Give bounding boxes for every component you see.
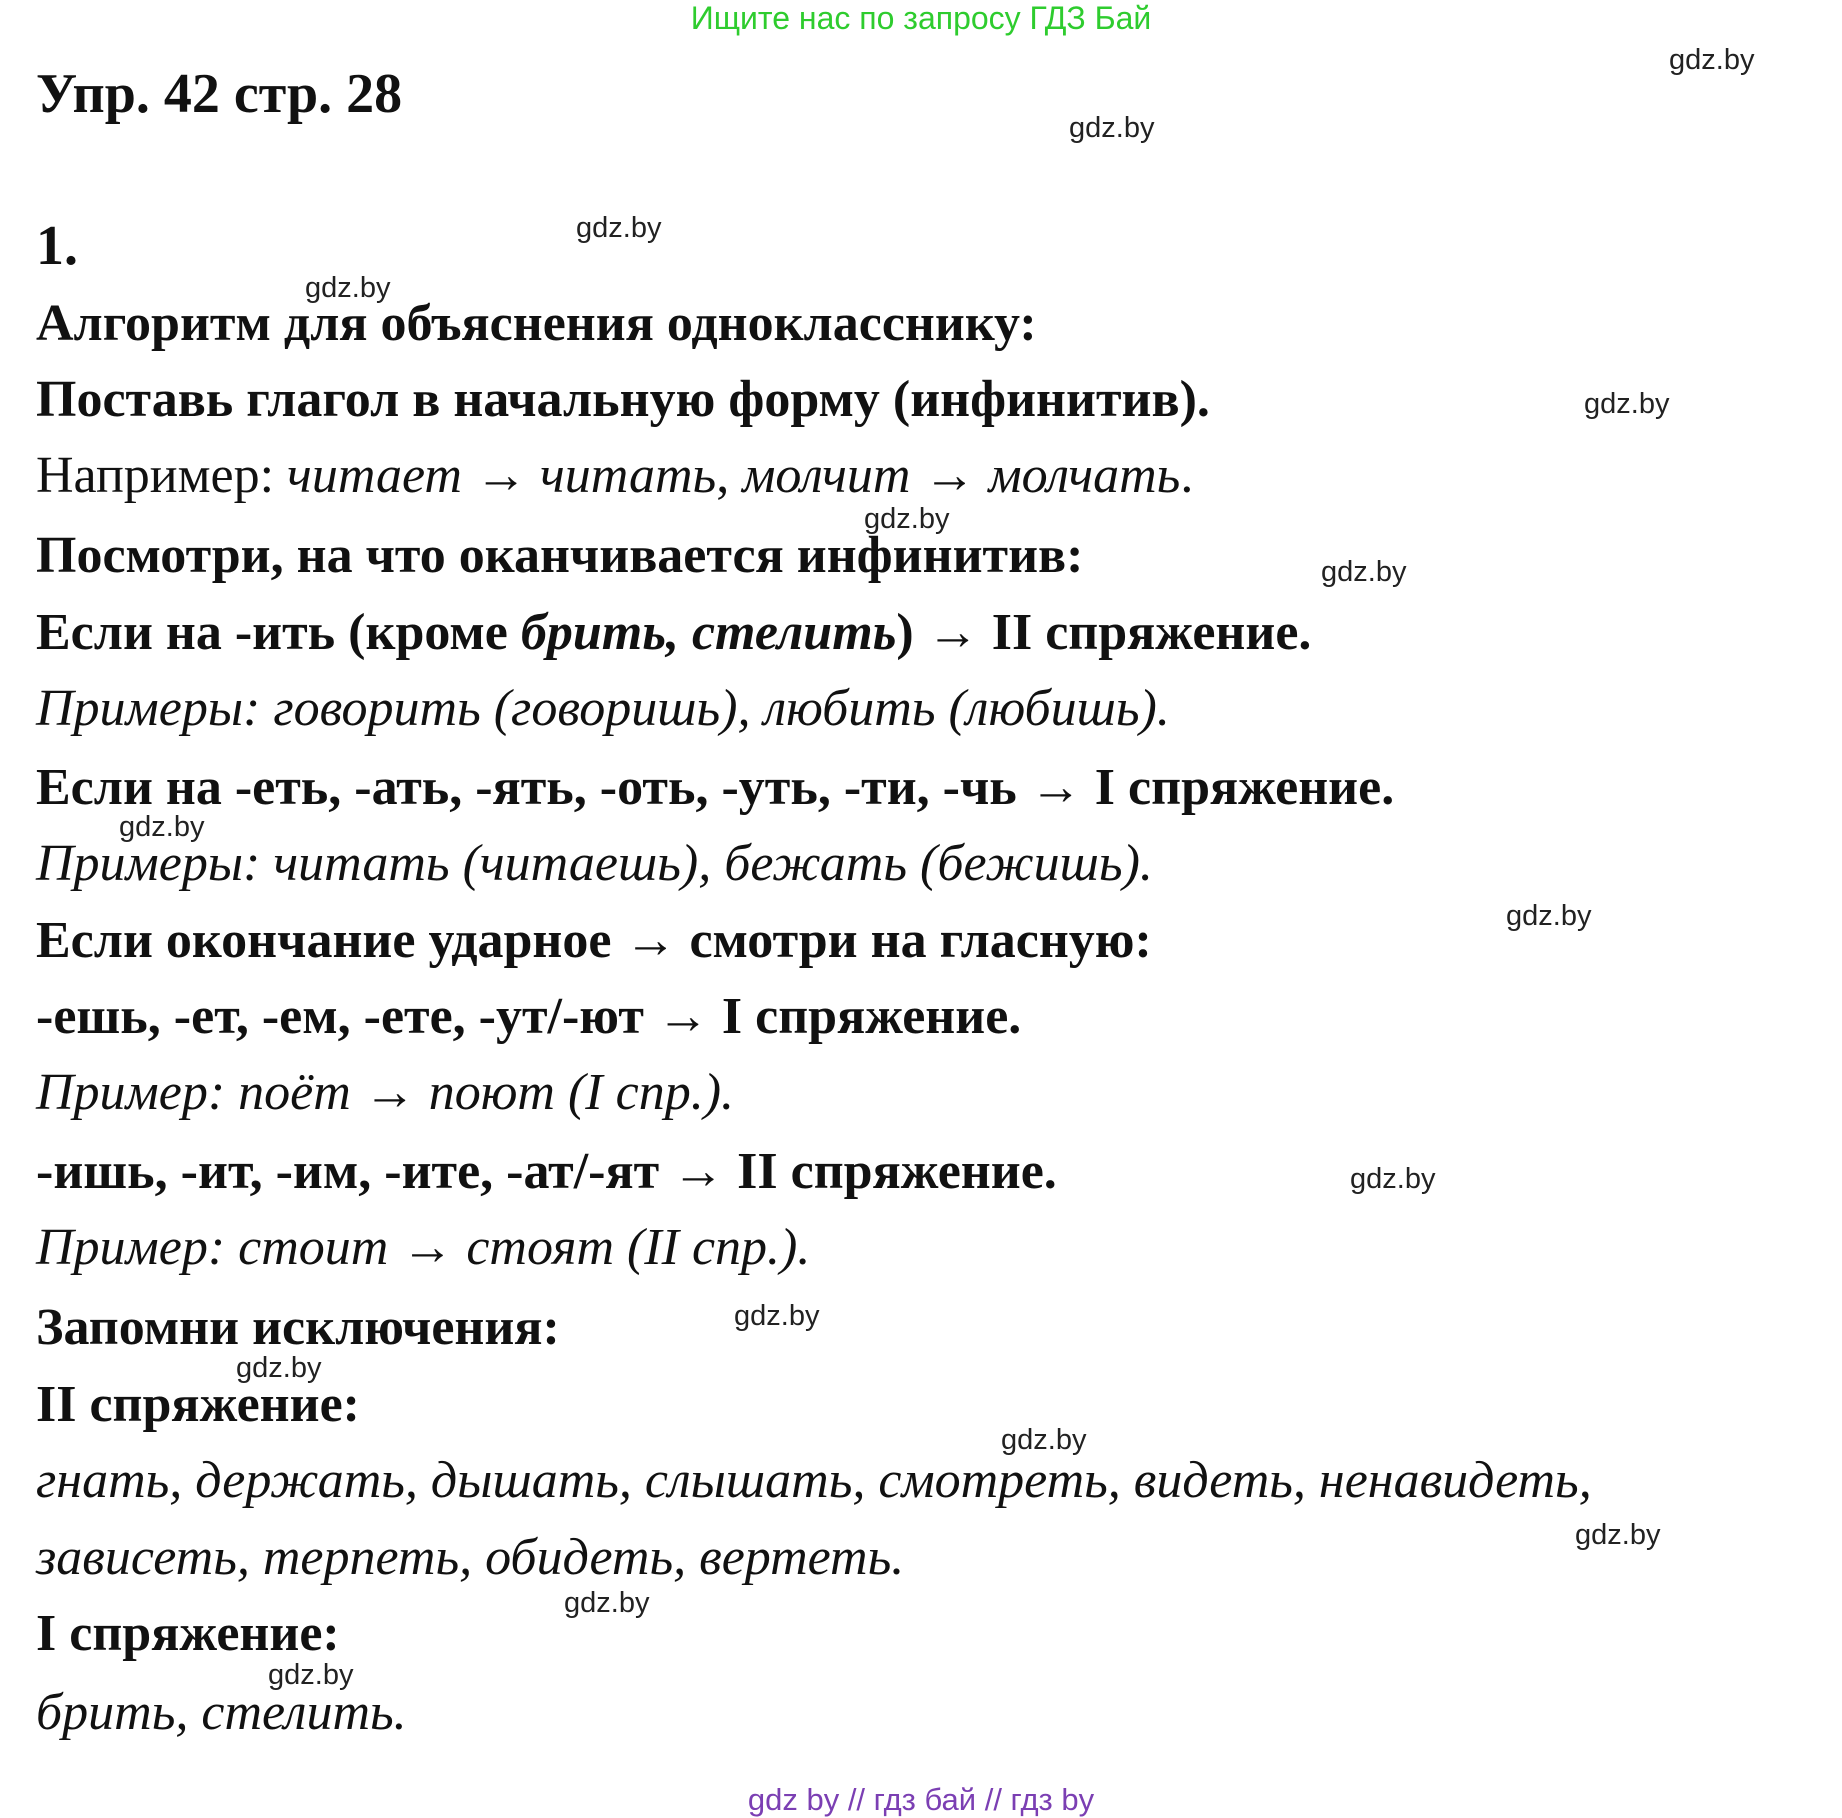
text-line bbox=[36, 1218, 810, 1278]
text-segment: . bbox=[1180, 447, 1194, 504]
text-line bbox=[36, 1063, 734, 1123]
text-segment: брить, стелить bbox=[520, 604, 897, 661]
exercise-number: 1. bbox=[36, 215, 78, 277]
watermark: gdz.by bbox=[564, 1587, 650, 1619]
text-line bbox=[36, 1604, 340, 1664]
watermark: gdz.by bbox=[864, 503, 950, 535]
watermark: gdz.by bbox=[1001, 1424, 1087, 1456]
text-segment: , bbox=[716, 447, 743, 504]
text-line bbox=[36, 679, 1170, 739]
text-segment: -ешь, -ет, -ем, -ете, -ут/-ют → I спряжение. bbox=[36, 988, 1022, 1045]
text-line bbox=[36, 1375, 360, 1435]
text-segment: Примеры: читать (читаешь), бежать (бежишь). bbox=[36, 835, 1153, 892]
text-segment: Если на -еть, -ать, -ять, -оть, -уть, -ти, -чь → I спряжение. bbox=[36, 759, 1395, 816]
watermark: gdz.by bbox=[1506, 900, 1592, 932]
text-segment: Посмотри, на что оканчивается инфинитив: bbox=[36, 527, 1084, 584]
watermark: gdz.by bbox=[236, 1352, 322, 1384]
text-line bbox=[36, 294, 1037, 354]
watermark: gdz.by bbox=[1069, 112, 1155, 144]
text-segment: Алгоритм для объяснения однокласснику: bbox=[36, 295, 1037, 352]
text-segment: Пример: поёт → поют (I спр.). bbox=[36, 1064, 735, 1121]
text-segment: I спряжение: bbox=[36, 1605, 340, 1662]
watermark: gdz.by bbox=[1584, 388, 1670, 420]
text-line bbox=[36, 526, 1083, 586]
text-segment: Запомни исключения: bbox=[36, 1299, 560, 1356]
text-line bbox=[36, 911, 1152, 971]
text-line bbox=[36, 1451, 1592, 1511]
watermark: gdz.by bbox=[1321, 556, 1407, 588]
text-segment: Пример: стоит → стоят (II спр.). bbox=[36, 1219, 811, 1276]
text-line bbox=[36, 758, 1394, 818]
text-segment: II спряжение: bbox=[36, 1376, 360, 1433]
text-line bbox=[36, 1298, 560, 1358]
text-segment: Поставь глагол в начальную форму (инфинитив). bbox=[36, 371, 1210, 428]
text-segment: ) → II спряжение. bbox=[896, 604, 1312, 661]
watermark: gdz.by bbox=[734, 1300, 820, 1332]
text-segment: читает → читать bbox=[287, 447, 717, 504]
watermark: gdz.by bbox=[1350, 1163, 1436, 1195]
text-segment: брить, стелить. bbox=[36, 1684, 407, 1741]
text-segment: гнать, держать, дышать, слышать, смотреть, видеть, ненавидеть, bbox=[36, 1452, 1592, 1509]
text-line bbox=[36, 1683, 407, 1743]
text-line bbox=[36, 1142, 1057, 1202]
text-line bbox=[36, 834, 1153, 894]
watermark: gdz.by bbox=[1669, 44, 1755, 76]
text-segment: молчит → молчать bbox=[742, 447, 1181, 504]
text-line bbox=[36, 446, 1193, 506]
text-line bbox=[36, 1528, 904, 1588]
watermark: gdz.by bbox=[305, 272, 391, 304]
text-segment: Например: bbox=[36, 447, 288, 504]
text-line bbox=[36, 370, 1210, 430]
text-line bbox=[36, 603, 1311, 663]
watermark: gdz.by bbox=[119, 811, 205, 843]
text-segment: Если окончание ударное → смотри на гласную: bbox=[36, 912, 1152, 969]
text-segment: Примеры: говорить (говоришь), любить (любишь). bbox=[36, 680, 1170, 737]
watermark: gdz.by bbox=[1575, 1519, 1661, 1551]
text-line bbox=[36, 987, 1021, 1047]
search-banner: Ищите нас по запросу ГДЗ Бай bbox=[690, 0, 1152, 36]
text-segment: зависеть, терпеть, обидеть, вертеть. bbox=[36, 1529, 905, 1586]
watermark: gdz.by bbox=[268, 1659, 354, 1691]
watermark: gdz.by bbox=[576, 212, 662, 244]
footer-links: gdz by // гдз бай // гдз by bbox=[747, 1782, 1095, 1817]
text-segment: -ишь, -ит, -им, -ите, -ат/-ят → II спряжение. bbox=[36, 1143, 1057, 1200]
page-title: Упр. 42 стр. 28 bbox=[36, 63, 403, 125]
text-segment: Если на -ить (кроме bbox=[36, 604, 521, 661]
